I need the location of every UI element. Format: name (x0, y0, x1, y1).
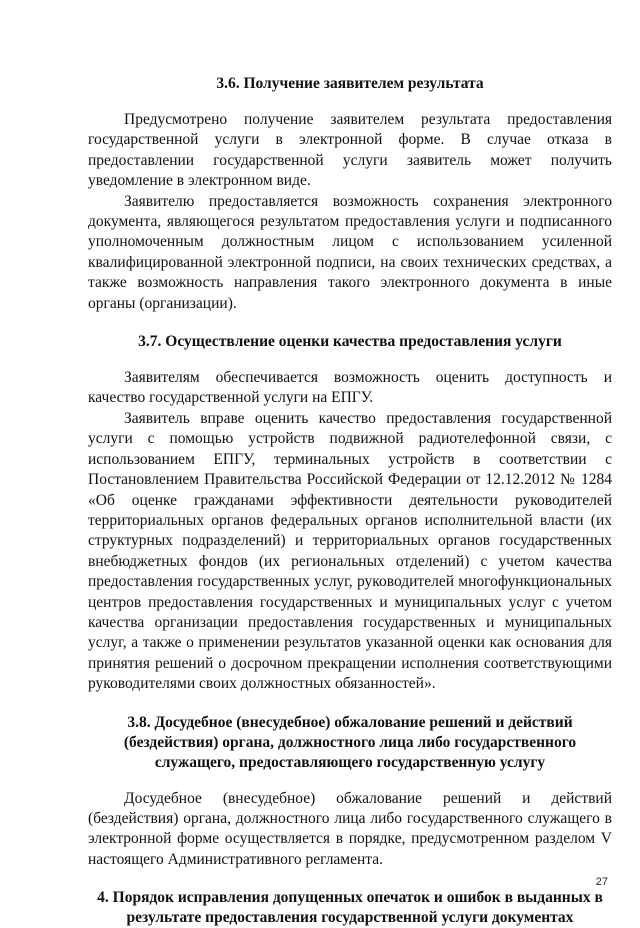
heading-line: 4. Порядок исправления допущенных опечаток и ошибок в выданных в (97, 889, 603, 907)
heading-line: 3.8. Досудебное (внесудебное) обжалование решений и действий (127, 713, 573, 731)
section-heading-4 (88, 888, 612, 928)
heading-line: (бездействия) органа, должностного лица либо государственного (123, 733, 577, 751)
paragraph: Заявителям обеспечивается возможность оценить доступность и качество государственной услуги на ЕПГУ. (88, 369, 612, 407)
paragraph: Предусмотрено получение заявителем результата предоставления государственной услуги в электронной форме. В случае отказа в предоставлении государственной услуги заявитель может получить уведомление в электронном виде. (88, 111, 612, 190)
paragraph: Досудебное (внесудебное) обжалование решений и действий (бездействия) органа, должностного лица либо государственного служащего в электронной форме осуществляется в порядке, предусмотренном разделом V настоящего Административного регламента. (88, 789, 612, 868)
section-heading-3-6: 3.6. Получение заявителем результата (216, 75, 484, 92)
document-page (88, 74, 612, 928)
heading-line: результате предоставления государственной услуги документах (126, 909, 574, 927)
heading-line: служащего, предоставляющего государственную услугу (154, 753, 546, 771)
paragraph: Заявителю предоставляется возможность сохранения электронного документа, являющегося результатом предоставления услуги и подписанного уполномоченным должностным лицом с использованием усиленной квалифицированной электронной подписи, на своих технических средствах, а также возможность направления такого электронного документа в иные органы (организации). (88, 192, 612, 312)
section-heading-3-8 (88, 713, 612, 773)
page-number: 27 (595, 876, 608, 888)
paragraph: Заявитель вправе оценить качество предоставления государственной услуги с помощью устройств подвижной радиотелефонной связи, с использованием ЕПГУ, терминальных устройств в соответствии с Постановлением Правительства Российской Федерации от 12.12.2012 № 1284 «Об оценке гражданами эффективности деятельности руководителей территориальных органов федеральных органов исполнительной власти (их структурных подразделений) и территориальных органов государственных внебюджетных фондов (их региональных отделений) с учетом качества предоставления государственных услуг, руководителей многофункциональных центров предоставления государственных и муниципальных услуг с учетом качества организации предоставления государственных и муниципальных услуг, а также о применении результатов указанной оценки как основания для принятия решений о досрочном прекращении исполнения соответствующими руководителями своих должностных обязанностей». (88, 409, 612, 693)
section-heading-3-7: 3.7. Осуществление оценки качества предоставления услуги (138, 333, 562, 351)
